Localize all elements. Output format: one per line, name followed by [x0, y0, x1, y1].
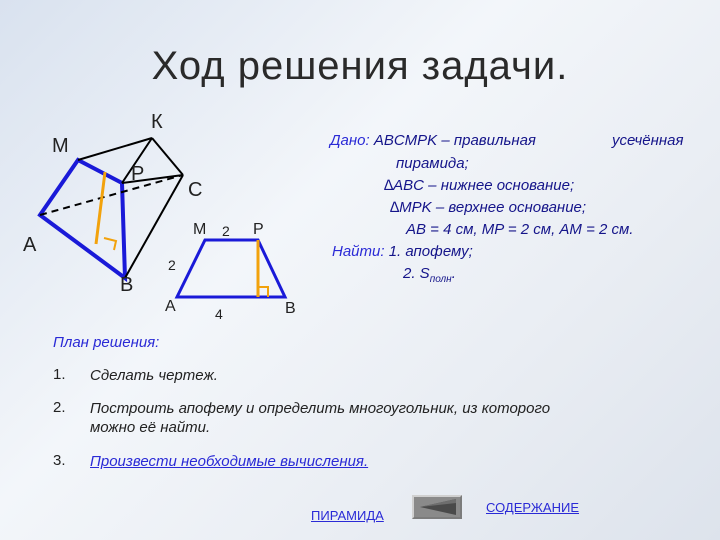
find-text-1: 1. апофему; [388, 243, 473, 260]
trap-label-b: B [285, 300, 296, 317]
find-text-2-sub: полн [429, 274, 452, 285]
edge-kc [152, 138, 183, 175]
trap-label-p: P [253, 221, 264, 238]
label-a: A [23, 234, 37, 256]
find-line-2 [403, 265, 456, 285]
label-c: C [188, 179, 203, 201]
apothem-line [96, 172, 105, 244]
pyramid-link[interactable]: ПИРАМИДА [311, 508, 384, 523]
given-text-4: ∆MPK – верхнее основание; [390, 199, 587, 216]
trapezoid [177, 240, 285, 297]
find-text-2-post: . [451, 265, 456, 282]
label-k: К [151, 111, 163, 133]
plan-step-3-num: 3. [53, 452, 66, 469]
label-m: M [52, 135, 69, 157]
plan-step-1-text: Сделать чертеж. [90, 367, 218, 384]
given-text-1b: усечённая [612, 132, 684, 149]
trap-label-a: A [165, 298, 176, 315]
trap-label-bottom: 4 [215, 306, 223, 322]
plan-step-2-num: 2. [53, 399, 66, 416]
find-label: Найти: [332, 243, 385, 260]
back-arrow-icon [414, 497, 460, 517]
right-angle-mark [104, 238, 116, 250]
given-text-1: ABCMPK – правильная [373, 132, 536, 149]
trap-label-m: M [193, 221, 207, 238]
plan-step-3-link[interactable]: Произвести необходимые вычисления. [90, 453, 369, 470]
given-text-3: ∆ABC – нижнее основание; [384, 177, 575, 194]
back-button[interactable] [412, 495, 462, 519]
given-line-1 [330, 132, 536, 149]
given-text-5: AB = 4 см, MP = 2 см, AM = 2 см. [406, 221, 634, 238]
find-line-1 [332, 243, 473, 260]
slide-title: Ход решения задачи. [151, 44, 569, 88]
given-label: Дано: [330, 132, 370, 149]
pyramid [40, 138, 183, 278]
lateral-face-abpm [40, 160, 125, 278]
plan-step-1-num: 1. [53, 366, 66, 383]
trap-label-top: 2 [222, 223, 230, 239]
label-b: B [120, 274, 134, 296]
plan-step-2-text: Построить апофему и определить многоугольник, из которого можно её найти. [90, 400, 551, 436]
plan-title: План решения: [53, 334, 160, 351]
edge-mk [78, 138, 152, 160]
contents-link[interactable]: СОДЕРЖАНИЕ [486, 500, 580, 515]
given-text-2: пирамида; [396, 155, 469, 172]
trap-label-side: 2 [168, 257, 176, 273]
find-text-2: 2. S [403, 265, 430, 282]
label-p: P [131, 163, 145, 185]
